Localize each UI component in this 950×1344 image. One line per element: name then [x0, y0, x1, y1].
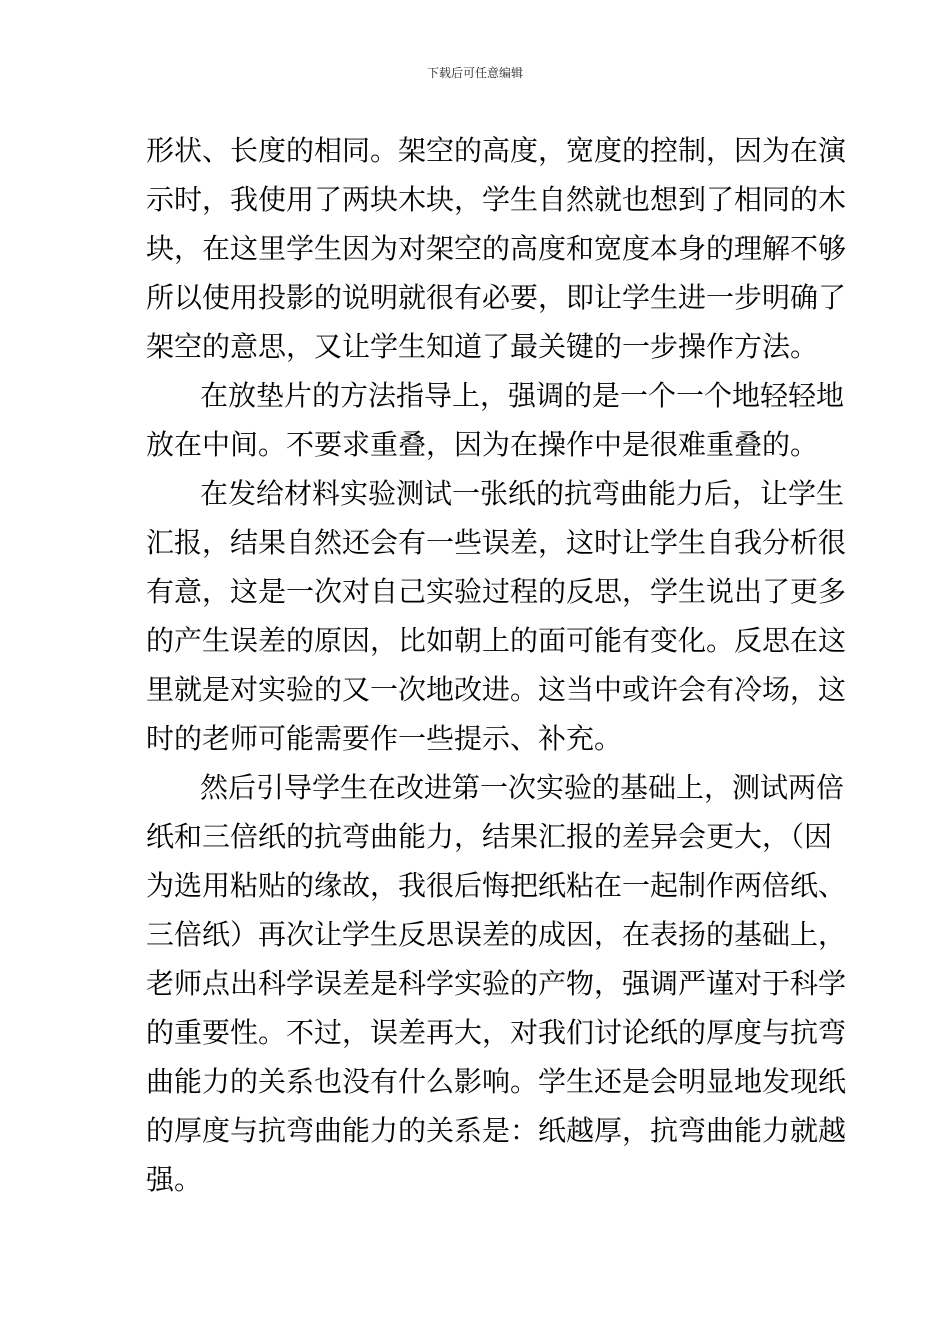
paragraph-line: 三倍纸）再次让学生反思误差的成因，在表扬的基础上， — [146, 918, 847, 951]
paragraph-line: 的重要性。不过，误差再大，对我们讨论纸的厚度与抗弯 — [146, 1016, 847, 1049]
paragraph-line: 时的老师可能需要作一些提示、补充。 — [146, 722, 623, 755]
paragraph-line: 块，在这里学生因为对架空的高度和宽度本身的理解不够 — [146, 232, 847, 265]
paragraph-line: 里就是对实验的又一次地改进。这当中或许会有冷场，这 — [146, 673, 847, 706]
document-body — [146, 126, 847, 1204]
paragraph-line: 强。 — [146, 1163, 203, 1196]
paragraph-line: 示时，我使用了两块木块，学生自然就也想到了相同的木 — [146, 183, 847, 216]
paragraph-line: 然后引导学生在改进第一次实验的基础上，测试两倍 — [200, 771, 845, 804]
paragraph-line: 的厚度与抗弯曲能力的关系是：纸越厚，抗弯曲能力就越 — [146, 1114, 847, 1147]
paragraph-line: 有意，这是一次对自己实验过程的反思，学生说出了更多 — [146, 575, 847, 608]
paragraph-line: 汇报，结果自然还会有一些误差，这时让学生自我分析很 — [146, 526, 847, 559]
paragraph-line: 所以使用投影的说明就很有必要，即让学生进一步明确了 — [146, 281, 847, 314]
paragraph-line: 在发给材料实验测试一张纸的抗弯曲能力后，让学生 — [200, 477, 845, 510]
paragraph-line: 放在中间。不要求重叠，因为在操作中是很难重叠的。 — [146, 428, 819, 461]
paragraph-line: 曲能力的关系也没有什么影响。学生还是会明显地发现纸 — [146, 1065, 847, 1098]
paragraph-line: 形状、长度的相同。架空的高度，宽度的控制，因为在演 — [146, 134, 847, 167]
page-header: 下载后可任意编辑 — [426, 66, 523, 80]
paragraph-line: 纸和三倍纸的抗弯曲能力，结果汇报的差异会更大，（因 — [146, 820, 833, 853]
paragraph-line: 为选用粘贴的缘故，我很后悔把纸粘在一起制作两倍纸、 — [146, 869, 847, 902]
paragraph-line: 的产生误差的原因，比如朝上的面可能有变化。反思在这 — [146, 624, 847, 657]
paragraph-line: 老师点出科学误差是科学实验的产物，强调严谨对于科学 — [146, 967, 847, 1000]
paragraph-line: 架空的意思，又让学生知道了最关键的一步操作方法。 — [146, 330, 819, 363]
paragraph-line: 在放垫片的方法指导上，强调的是一个一个地轻轻地 — [200, 379, 845, 412]
